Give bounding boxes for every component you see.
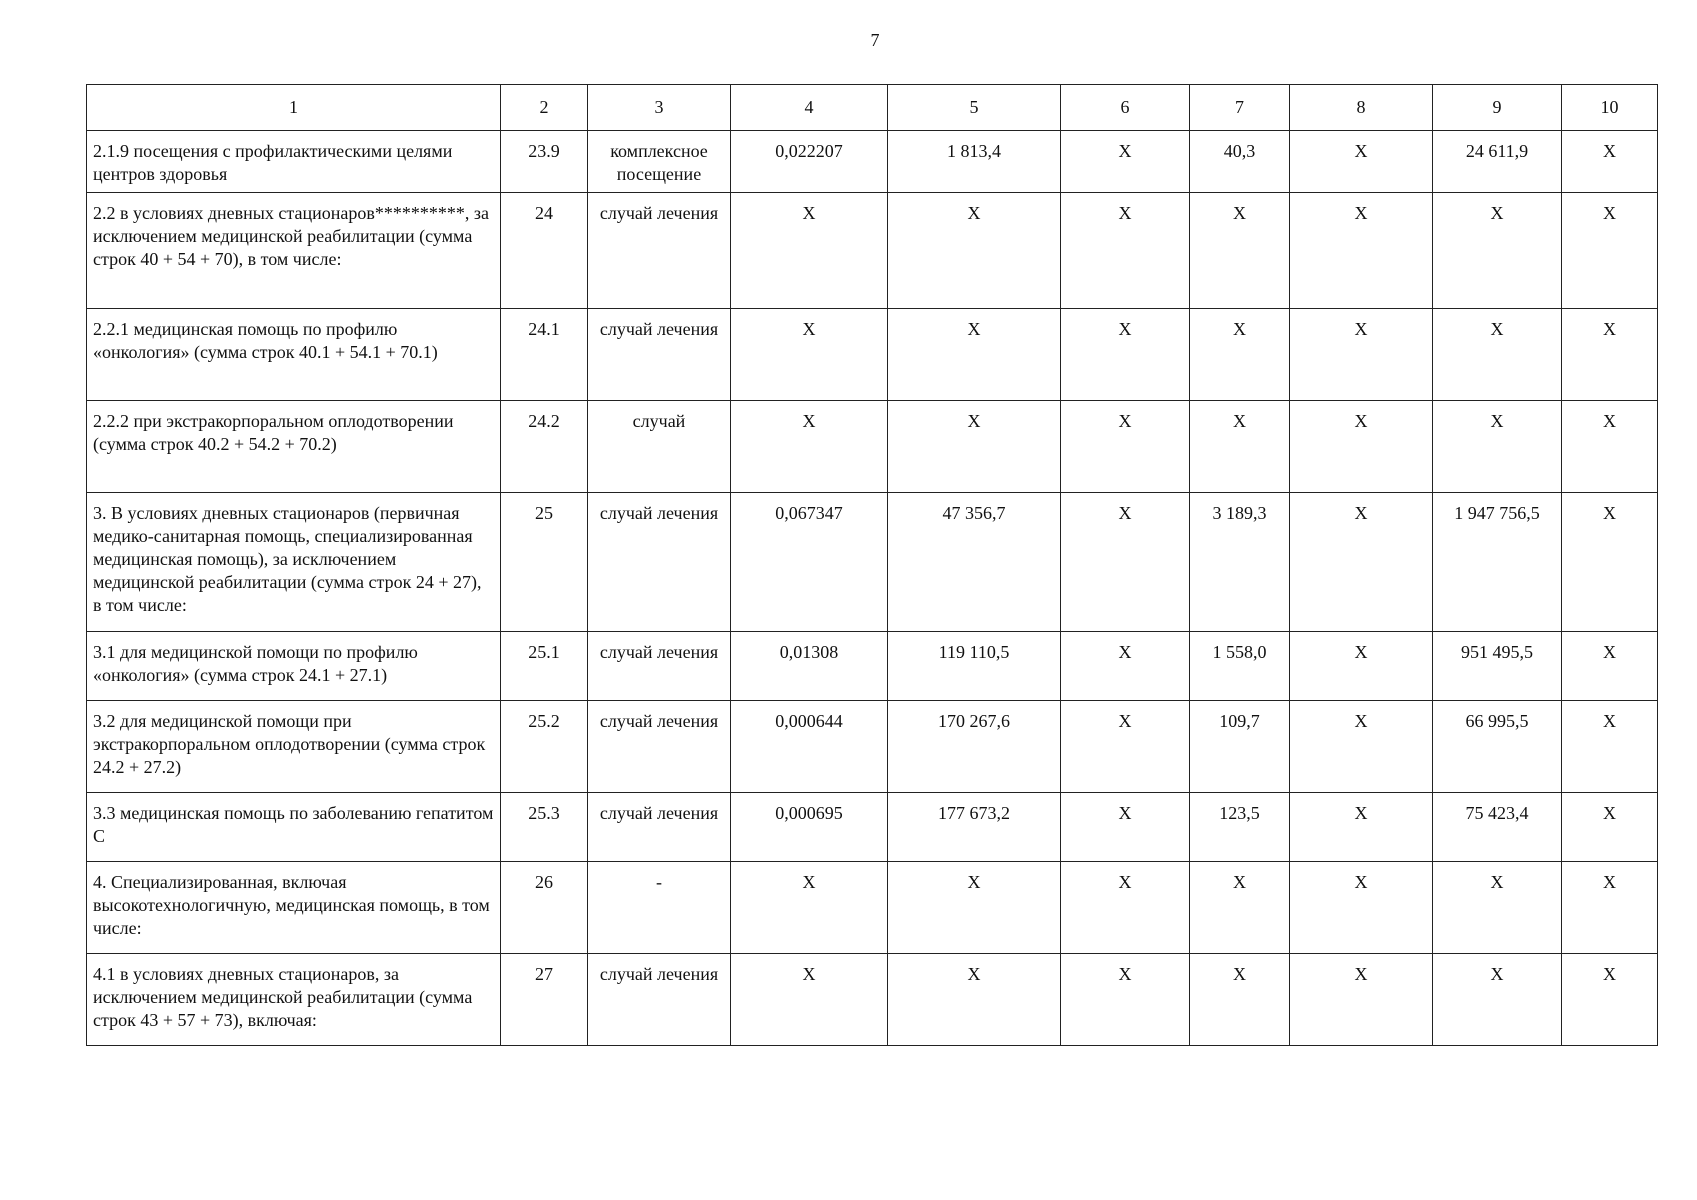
row-label: 4.1 в условиях дневных стационаров, за исключением медицинской реабилитации (сумма строк 43 + 57 + 73), включая: <box>87 954 501 1046</box>
cell: 24.2 <box>501 401 588 493</box>
header-cell: 3 <box>588 85 731 131</box>
cell: Х <box>1290 401 1433 493</box>
cell: Х <box>731 193 888 309</box>
table-row <box>87 862 1658 954</box>
cell: Х <box>888 401 1061 493</box>
cell: 23.9 <box>501 131 588 193</box>
table-row <box>87 954 1658 1046</box>
cell: Х <box>1190 954 1290 1046</box>
cell: Х <box>1290 632 1433 701</box>
cell: случай лечения <box>588 309 731 401</box>
header-cell: 9 <box>1433 85 1562 131</box>
cell: Х <box>1061 131 1190 193</box>
cell: Х <box>1290 131 1433 193</box>
cell: случай <box>588 401 731 493</box>
row-label: 2.2.1 медицинская помощь по профилю «онкология» (сумма строк 40.1 + 54.1 + 70.1) <box>87 309 501 401</box>
cell: случай лечения <box>588 493 731 632</box>
header-cell: 7 <box>1190 85 1290 131</box>
page-number: 7 <box>870 30 880 50</box>
cell: 0,01308 <box>731 632 888 701</box>
cell: Х <box>1290 793 1433 862</box>
cell: Х <box>1562 793 1658 862</box>
cell: 24 611,9 <box>1433 131 1562 193</box>
cell: Х <box>1061 401 1190 493</box>
cell: Х <box>1433 954 1562 1046</box>
cell: Х <box>1061 309 1190 401</box>
row-label: 3.3 медицинская помощь по заболеванию гепатитом С <box>87 793 501 862</box>
row-label: 2.1.9 посещения с профилактическими целями центров здоровья <box>87 131 501 193</box>
cell: 25.1 <box>501 632 588 701</box>
cell: Х <box>1562 401 1658 493</box>
header-cell: 6 <box>1061 85 1190 131</box>
cell: 109,7 <box>1190 701 1290 793</box>
cell: Х <box>888 954 1061 1046</box>
cell: Х <box>1290 193 1433 309</box>
cell: Х <box>1562 632 1658 701</box>
cell: Х <box>1061 954 1190 1046</box>
header-cell: 5 <box>888 85 1061 131</box>
cell: Х <box>888 193 1061 309</box>
table-row <box>87 632 1658 701</box>
cell: 25.2 <box>501 701 588 793</box>
cell: 26 <box>501 862 588 954</box>
header-cell: 1 <box>87 85 501 131</box>
cell: Х <box>1061 793 1190 862</box>
cell: 25.3 <box>501 793 588 862</box>
cell: 66 995,5 <box>1433 701 1562 793</box>
header-cell: 4 <box>731 85 888 131</box>
header-cell: 8 <box>1290 85 1433 131</box>
cell: 170 267,6 <box>888 701 1061 793</box>
cell: Х <box>1290 701 1433 793</box>
cell: Х <box>1433 401 1562 493</box>
cell: 123,5 <box>1190 793 1290 862</box>
data-table <box>86 84 1658 1046</box>
cell: Х <box>1190 401 1290 493</box>
cell: Х <box>731 309 888 401</box>
table-header-row <box>87 85 1658 131</box>
table-row <box>87 131 1658 193</box>
cell: случай лечения <box>588 793 731 862</box>
cell: 1 558,0 <box>1190 632 1290 701</box>
cell: 177 673,2 <box>888 793 1061 862</box>
cell: Х <box>1290 493 1433 632</box>
row-label: 2.2.2 при экстракорпоральном оплодотворении (сумма строк 40.2 + 54.2 + 70.2) <box>87 401 501 493</box>
cell: Х <box>1433 309 1562 401</box>
table-row <box>87 701 1658 793</box>
cell: 40,3 <box>1190 131 1290 193</box>
cell: 25 <box>501 493 588 632</box>
cell: Х <box>1190 193 1290 309</box>
row-label: 3.1 для медицинской помощи по профилю «онкология» (сумма строк 24.1 + 27.1) <box>87 632 501 701</box>
cell: 3 189,3 <box>1190 493 1290 632</box>
header-cell: 10 <box>1562 85 1658 131</box>
cell: случай лечения <box>588 193 731 309</box>
cell: 0,067347 <box>731 493 888 632</box>
cell: Х <box>1290 862 1433 954</box>
cell: Х <box>731 862 888 954</box>
cell: Х <box>1190 309 1290 401</box>
cell: 75 423,4 <box>1433 793 1562 862</box>
table-row <box>87 493 1658 632</box>
table-row <box>87 309 1658 401</box>
cell: 24.1 <box>501 309 588 401</box>
cell: Х <box>1433 862 1562 954</box>
table-row <box>87 401 1658 493</box>
cell: 47 356,7 <box>888 493 1061 632</box>
cell: Х <box>1061 193 1190 309</box>
cell: 119 110,5 <box>888 632 1061 701</box>
cell: 24 <box>501 193 588 309</box>
cell: 1 813,4 <box>888 131 1061 193</box>
table-row <box>87 793 1658 862</box>
cell: Х <box>1061 862 1190 954</box>
cell: 951 495,5 <box>1433 632 1562 701</box>
cell: - <box>588 862 731 954</box>
row-label: 3. В условиях дневных стационаров (первичная медико-санитарная помощь, специализированная медицинская помощь), за исключением медицинской реабилитации (сумма строк 24 + 27), в том числе: <box>87 493 501 632</box>
cell: Х <box>1190 862 1290 954</box>
cell: Х <box>1433 193 1562 309</box>
cell: Х <box>1562 701 1658 793</box>
cell: 0,000695 <box>731 793 888 862</box>
cell: Х <box>1290 309 1433 401</box>
table-row <box>87 193 1658 309</box>
cell: случай лечения <box>588 954 731 1046</box>
cell: случай лечения <box>588 632 731 701</box>
cell: Х <box>1061 632 1190 701</box>
row-label: 2.2 в условиях дневных стационаров**********, за исключением медицинской реабилитации (сумма строк 40 + 54 + 70), в том числе: <box>87 193 501 309</box>
cell: Х <box>731 401 888 493</box>
cell: Х <box>1562 309 1658 401</box>
cell: 0,000644 <box>731 701 888 793</box>
cell: Х <box>1562 862 1658 954</box>
row-label: 4. Специализированная, включая высокотехнологичную, медицинская помощь, в том числе: <box>87 862 501 954</box>
cell: Х <box>888 862 1061 954</box>
cell: 1 947 756,5 <box>1433 493 1562 632</box>
cell: Х <box>1562 493 1658 632</box>
cell: комплексное посещение <box>588 131 731 193</box>
cell: Х <box>1061 493 1190 632</box>
cell: Х <box>1061 701 1190 793</box>
cell: Х <box>1562 131 1658 193</box>
cell: Х <box>888 309 1061 401</box>
cell: Х <box>1562 193 1658 309</box>
row-label: 3.2 для медицинской помощи при экстракорпоральном оплодотворении (сумма строк 24.2 + 27.2) <box>87 701 501 793</box>
cell: Х <box>1562 954 1658 1046</box>
cell: случай лечения <box>588 701 731 793</box>
cell: Х <box>1290 954 1433 1046</box>
cell: Х <box>731 954 888 1046</box>
header-cell: 2 <box>501 85 588 131</box>
cell: 0,022207 <box>731 131 888 193</box>
cell: 27 <box>501 954 588 1046</box>
